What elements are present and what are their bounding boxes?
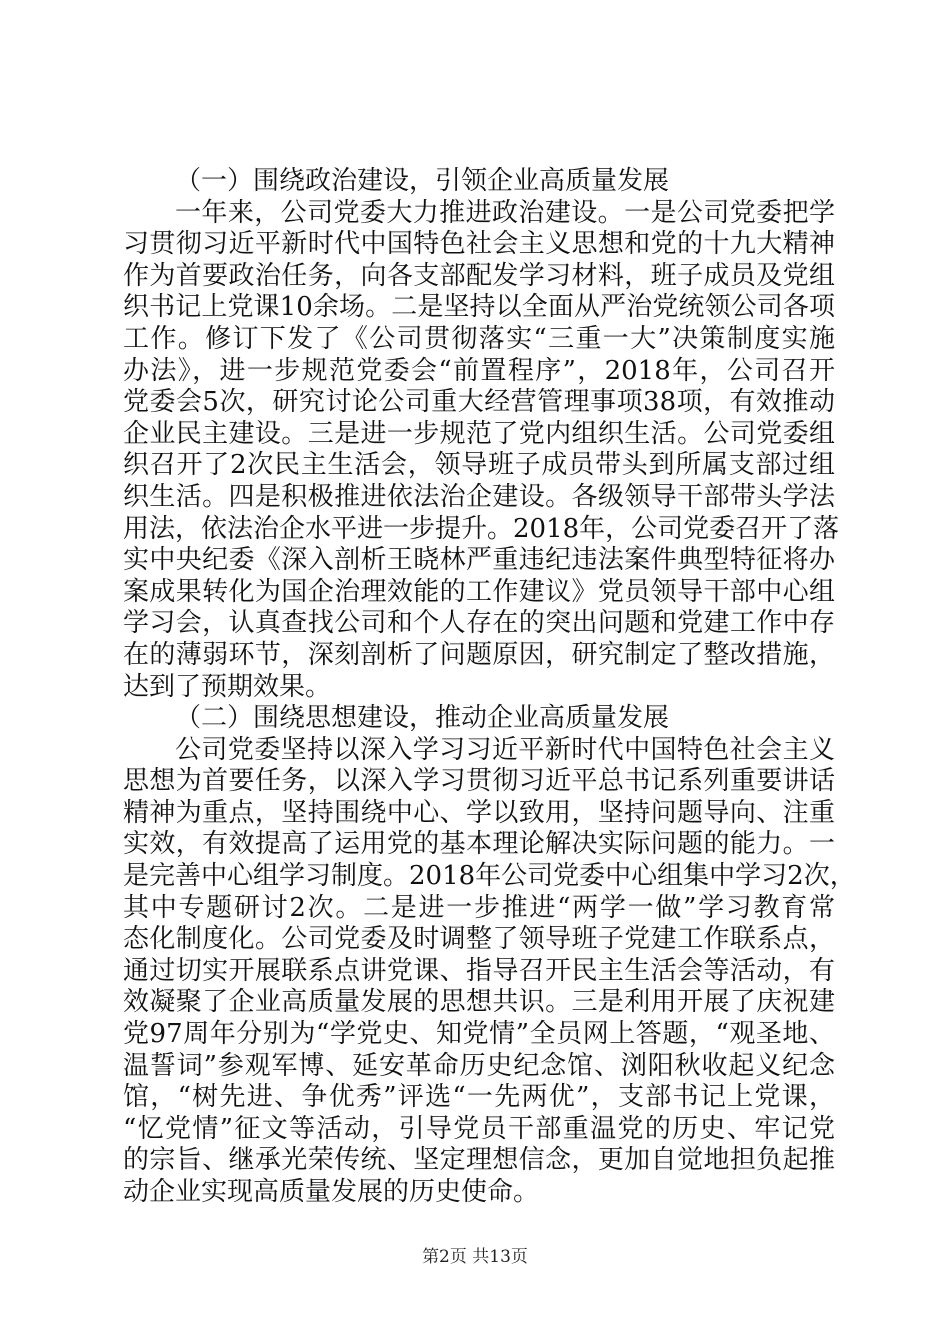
paragraph-line: 案成果转化为国企治理效能的工作建议》党员领导干部中心组 [123,576,835,607]
paragraph-line: 温誓词”参观军博、延安革命历史纪念馆、浏阳秋收起义纪念 [123,1050,835,1081]
paragraph-line: 效凝聚了企业高质量发展的思想共识。三是利用开展了庆祝建 [123,987,835,1018]
paragraph-line: 实效，有效提高了运用党的基本理论解决实际问题的能力。一 [123,829,835,860]
page-number-footer: 第2页 共13页 [422,1247,528,1267]
paragraph-line: 的宗旨、继承光荣传统、坚定理想信念，更加自觉地担负起推 [123,1145,835,1176]
paragraph-line: 实中央纪委《深入剖析王晓林严重违纪违法案件典型特征将办 [123,545,835,576]
paragraph-line: 党委会5次，研究讨论公司重大经营管理事项38项，有效推动 [123,387,835,418]
paragraph-line: 用法，依法治企水平进一步提升。2018年，公司党委召开了落 [123,513,840,544]
paragraph-line: 党97周年分别为“学党史、知党情”全员网上答题，“观圣地、 [123,1019,835,1050]
paragraph-line: 思想为首要任务，以深入学习贯彻习近平总书记系列重要讲话 [123,766,835,797]
paragraph-line: 动企业实现高质量发展的历史使命。 [123,1177,540,1207]
paragraph-line: 精神为重点，坚持围绕中心、学以致用，坚持问题导向、注重 [123,797,835,828]
paragraph-line: 在的薄弱环节，深刻剖析了问题原因，研究制定了整改措施， [123,639,835,670]
paragraph-line: 馆，“树先进、争优秀”评选“一先两优”，支部书记上党课， [123,1082,835,1113]
paragraph-line: 通过切实开展联系点讲党课、指导召开民主生活会等活动，有 [123,955,835,986]
paragraph-line: 织书记上党课10余场。二是坚持以全面从严治党统领公司各项 [123,292,835,323]
paragraph-line: 习贯彻习近平新时代中国特色社会主义思想和党的十九大精神 [123,229,835,260]
paragraph-line: 公司党委坚持以深入学习习近平新时代中国特色社会主义 [175,734,835,765]
paragraph-line: 学习会，认真查找公司和个人存在的突出问题和党建工作中存 [123,608,835,639]
paragraph-line: 是完善中心组学习制度。2018年公司党委中心组集中学习2次， [123,861,856,892]
document-body [123,166,856,1209]
section-heading-1: （一）围绕政治建设，引领企业高质量发展 [175,166,670,196]
section-heading-2: （二）围绕思想建设，推动企业高质量发展 [175,703,670,734]
paragraph-line: “忆党情”征文等活动，引导党员干部重温党的历史、牢记党 [123,1113,835,1144]
paragraph-line: 达到了预期效果。 [123,671,332,702]
paragraph-line: 工作。修订下发了《公司贯彻落实“三重一大”决策制度实施 [123,323,835,354]
paragraph-line: 作为首要政治任务，向各支部配发学习材料，班子成员及党组 [123,260,835,291]
paragraph-line: 态化制度化。公司党委及时调整了领导班子党建工作联系点， [123,924,835,955]
paragraph-line: 办法》，进一步规范党委会“前置程序”，2018年，公司召开 [123,355,835,386]
paragraph-line: 织生活。四是积极推进依法治企建设。各级领导干部带头学法 [123,481,835,512]
paragraph-line: 其中专题研讨2次。二是进一步推进“两学一做”学习教育常 [123,892,835,923]
paragraph-line: 织召开了2次民主生活会，领导班子成员带头到所属支部过组 [123,450,835,481]
paragraph-line: 一年来，公司党委大力推进政治建设。一是公司党委把学 [175,197,835,228]
paragraph-line: 企业民主建设。三是进一步规范了党内组织生活。公司党委组 [123,418,835,449]
